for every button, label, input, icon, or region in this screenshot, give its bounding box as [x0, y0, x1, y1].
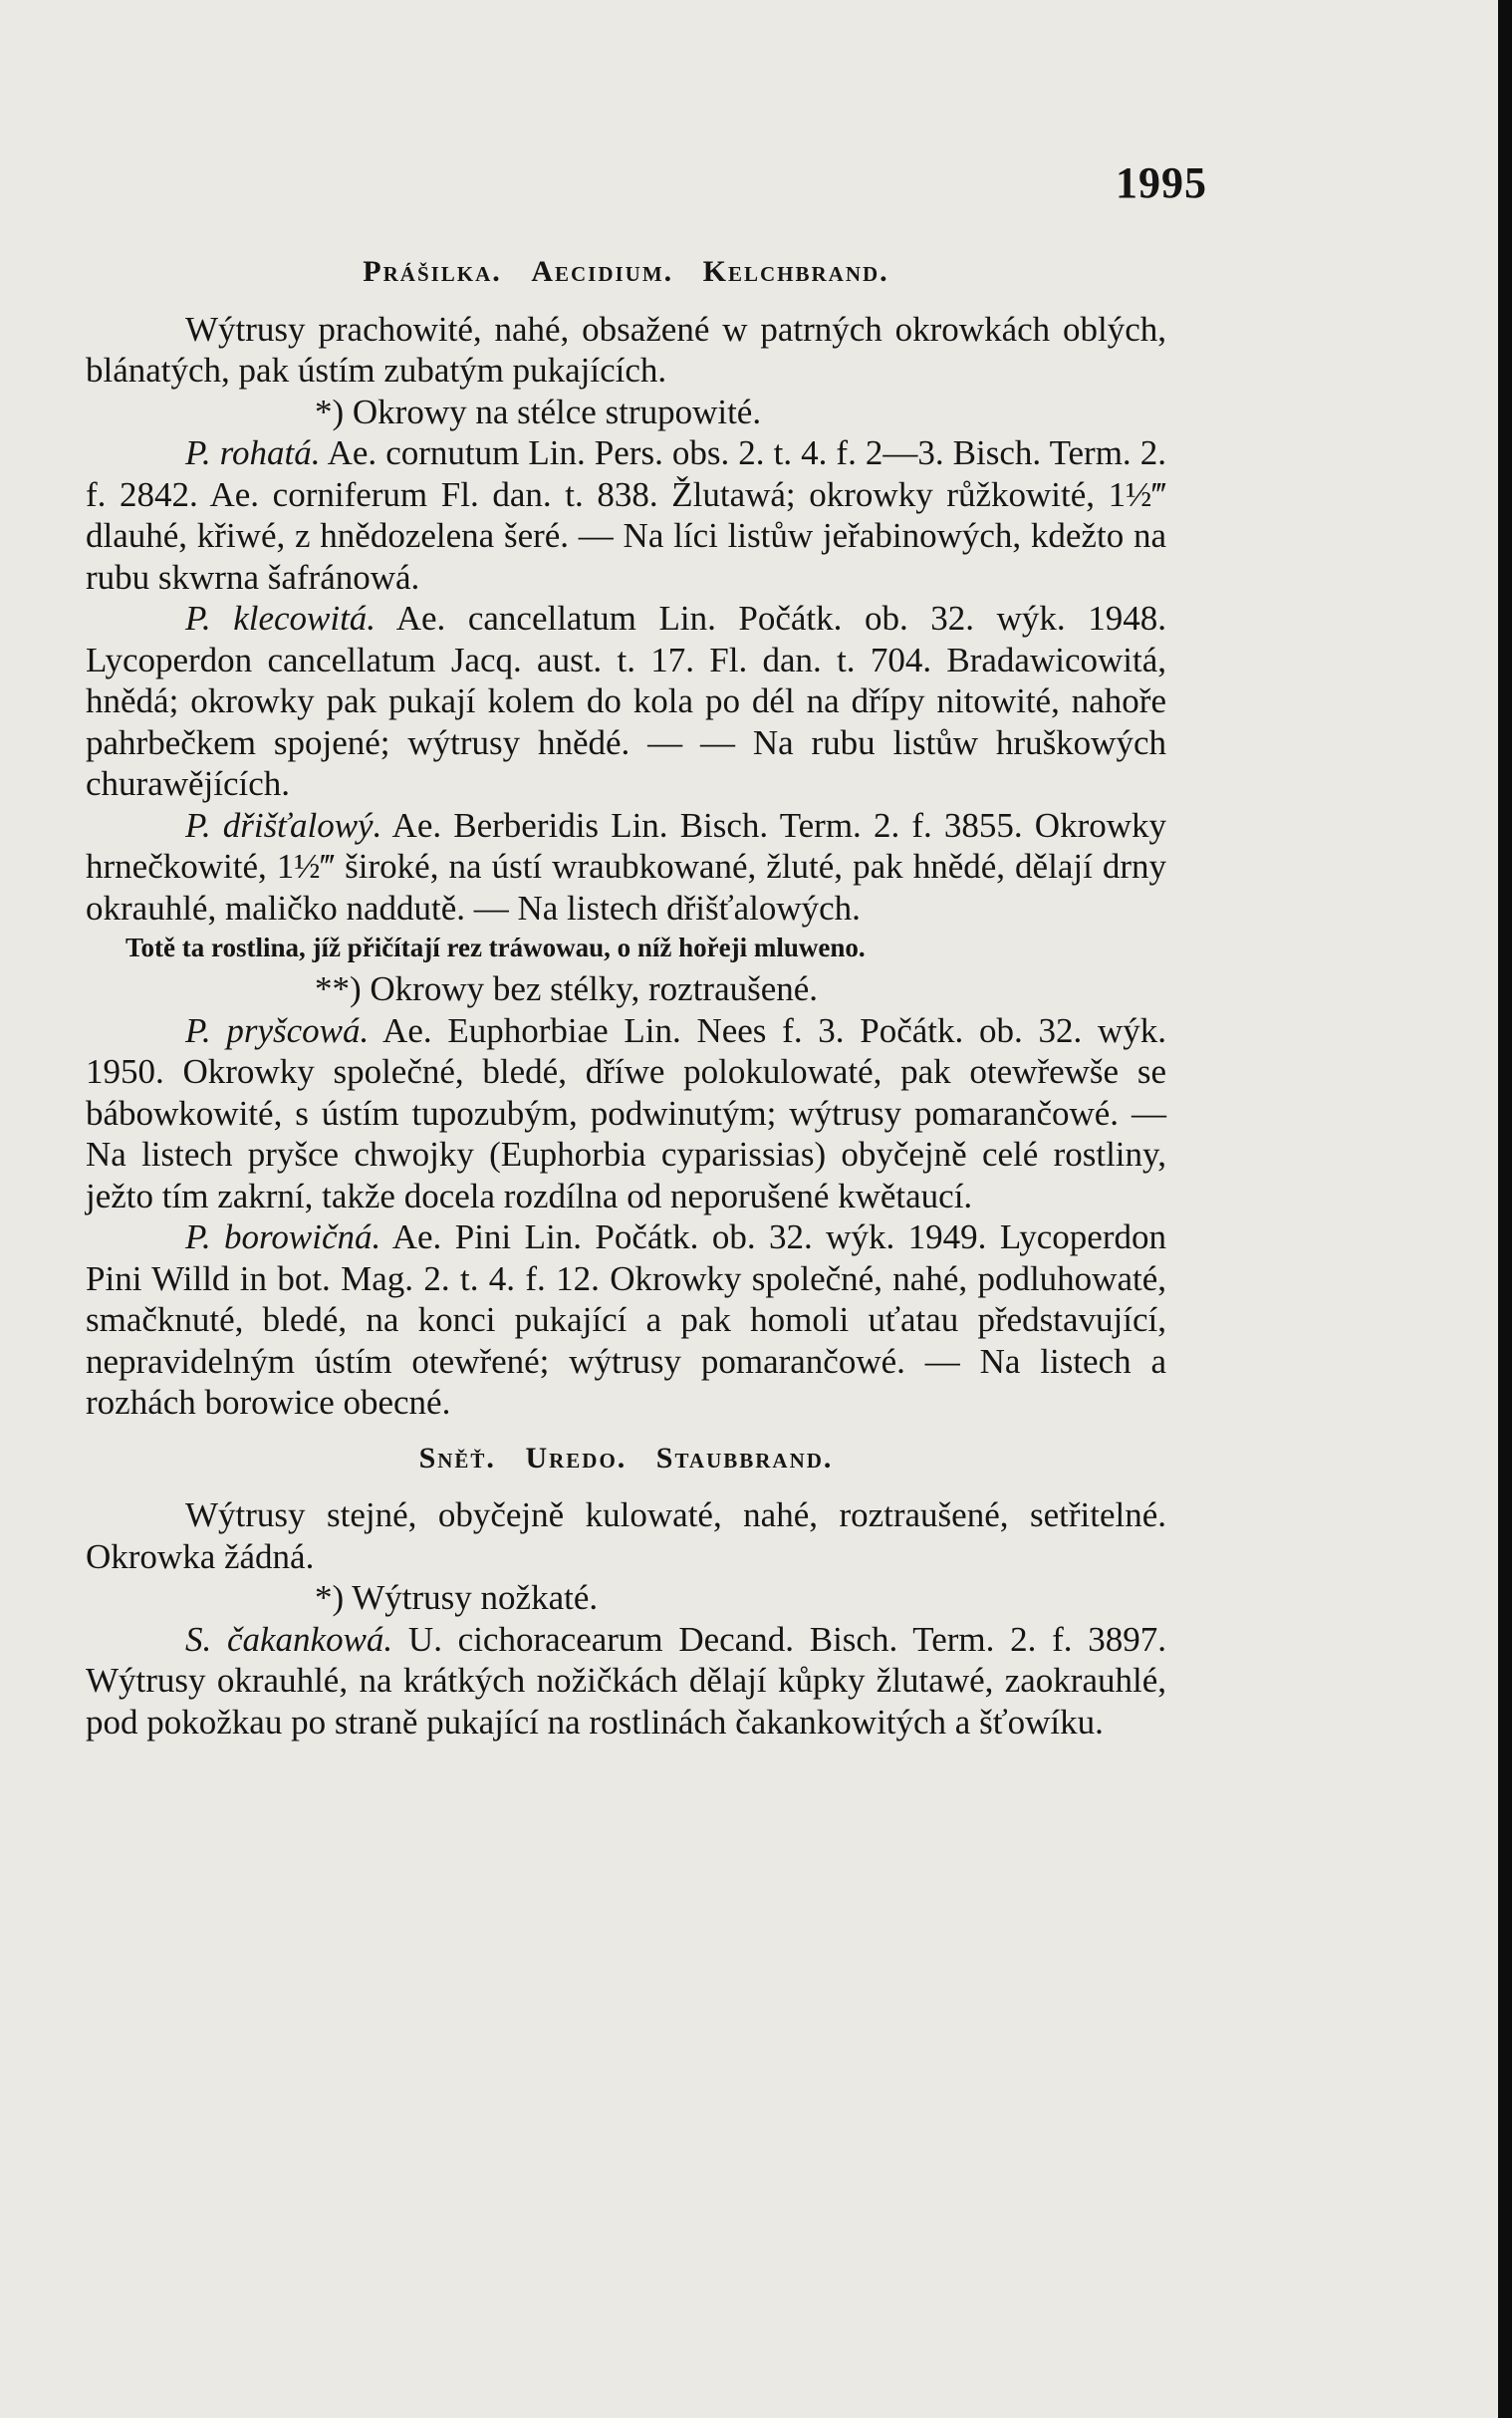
species-entry — [86, 432, 1166, 598]
species-name: P. dřišťalowý. — [185, 805, 382, 845]
heading-german: Kelchbrand. — [702, 255, 889, 288]
heading-latin: Uredo. — [525, 1441, 628, 1475]
species-entry — [86, 1010, 1166, 1217]
species-name: P. rohatá. — [185, 433, 321, 472]
species-entry — [86, 805, 1166, 930]
species-name: S. čakankowá. — [185, 1619, 393, 1659]
group-title: *) Wýtrusy nožkaté. — [315, 1578, 599, 1617]
species-entry — [86, 1619, 1166, 1744]
species-text: Ae. cornutum Lin. Pers. obs. 2. t. 4. f. 2—3. Bisch. Term. 2. f. 2842. Ae. corniferum Fl. dan. t. 838. Žlutawá; okrowky růžkowité, 1½‴ dlauhé, křiwé, z hnědozelena šeré. — Na líci listůw jeřabinowých, kdežto na rubu skwrna šafránowá. — [86, 433, 1166, 597]
section-heading-prasilka — [86, 251, 1166, 293]
species-text: Ae. cancellatum Lin. Počátk. ob. 32. wýk. 1948. Lycoperdon cancellatum Jacq. aust. t. 17. Fl. dan. t. 704. Bradawicowitá, hnědá; okrowky pak pukají kolem do kola po dél na dřípy nitowité, nahoře pahrbečkem spojené; wýtrusy hnědé. — — Na rubu listůw hruškowých churawějících. — [86, 599, 1166, 803]
section-description: Wýtrusy prachowité, nahé, obsažené w patrných okrowkách oblých, blánatých, pak ústím zubatým pukajících. — [86, 309, 1166, 390]
heading-czech: Sněť. — [418, 1441, 496, 1475]
species-text: Ae. Euphorbiae Lin. Nees f. 3. Počátk. ob. 32. wýk. 1950. Okrowky společné, bledé, dříwe polokulowaté, pak otewřewše se bábowkowité, s ústím tupozubým, podwinutým; wýtrusy pomarančowé. — Na listech pryšce chwojky (Euphorbia cyparissias) obyčejně celé rostliny, ježto tím zakrní, takže docela rozdílna od neporušené kwětaucí. — [86, 1010, 1166, 1215]
footnote: Totě ta rostlina, jíž přičítají rez tráwowau, o níž hořeji mluweno. — [126, 933, 866, 962]
species-text: U. cichoracearum Decand. Bisch. Term. 2. f. 3897. Wýtrusy okrauhlé, na krátkých nožičkách dělají kůpky žlutawé, zaokrauhlé, pod pokožkau po straně pukající na rostlinách čakankowitých a šťowíku. — [86, 1619, 1166, 1742]
page-number: 1995 — [1116, 158, 1207, 207]
text-column — [86, 249, 1166, 1743]
species-name: P. borowičná. — [185, 1217, 381, 1256]
group-title: *) Okrowy na stélce strupowité. — [315, 392, 762, 431]
species-text: Ae. Berberidis Lin. Bisch. Term. 2. f. 3855. Okrowky hrnečkowité, 1½‴ široké, na ústí wraubkowané, žluté, pak hnědé, dělají drny okrauhlé, maličko naddutě. — Na listech dřišťalowých. — [86, 805, 1166, 928]
heading-czech: Prášilka. — [363, 255, 502, 288]
heading-german: Staubbrand. — [655, 1441, 834, 1475]
group-title: **) Okrowy bez stélky, roztraušené. — [315, 969, 819, 1008]
heading-latin: Aecidium. — [531, 255, 674, 288]
species-entry — [86, 1216, 1166, 1424]
species-name: P. pryšcowá. — [185, 1010, 370, 1050]
section-description: Wýtrusy stejné, obyčejně kulowaté, nahé, roztraušené, setřitelné. Okrowka žádná. — [86, 1495, 1166, 1576]
section-heading-snet — [86, 1438, 1166, 1479]
species-entry — [86, 598, 1166, 805]
species-name: P. klecowitá. — [185, 599, 377, 638]
species-text: Ae. Pini Lin. Počátk. ob. 32. wýk. 1949. Lycoperdon Pini Willd in bot. Mag. 2. t. 4. f. 12. Okrowky společné, nahé, podluhowaté, smačknuté, bledé, na konci pukající a pak homoli uťatau představující, nepravidelným ústím otewřené; wýtrusy pomarančowé. — Na listech a rozhách borowice obecné. — [86, 1217, 1166, 1422]
page-edge-shadow — [1498, 0, 1512, 2418]
